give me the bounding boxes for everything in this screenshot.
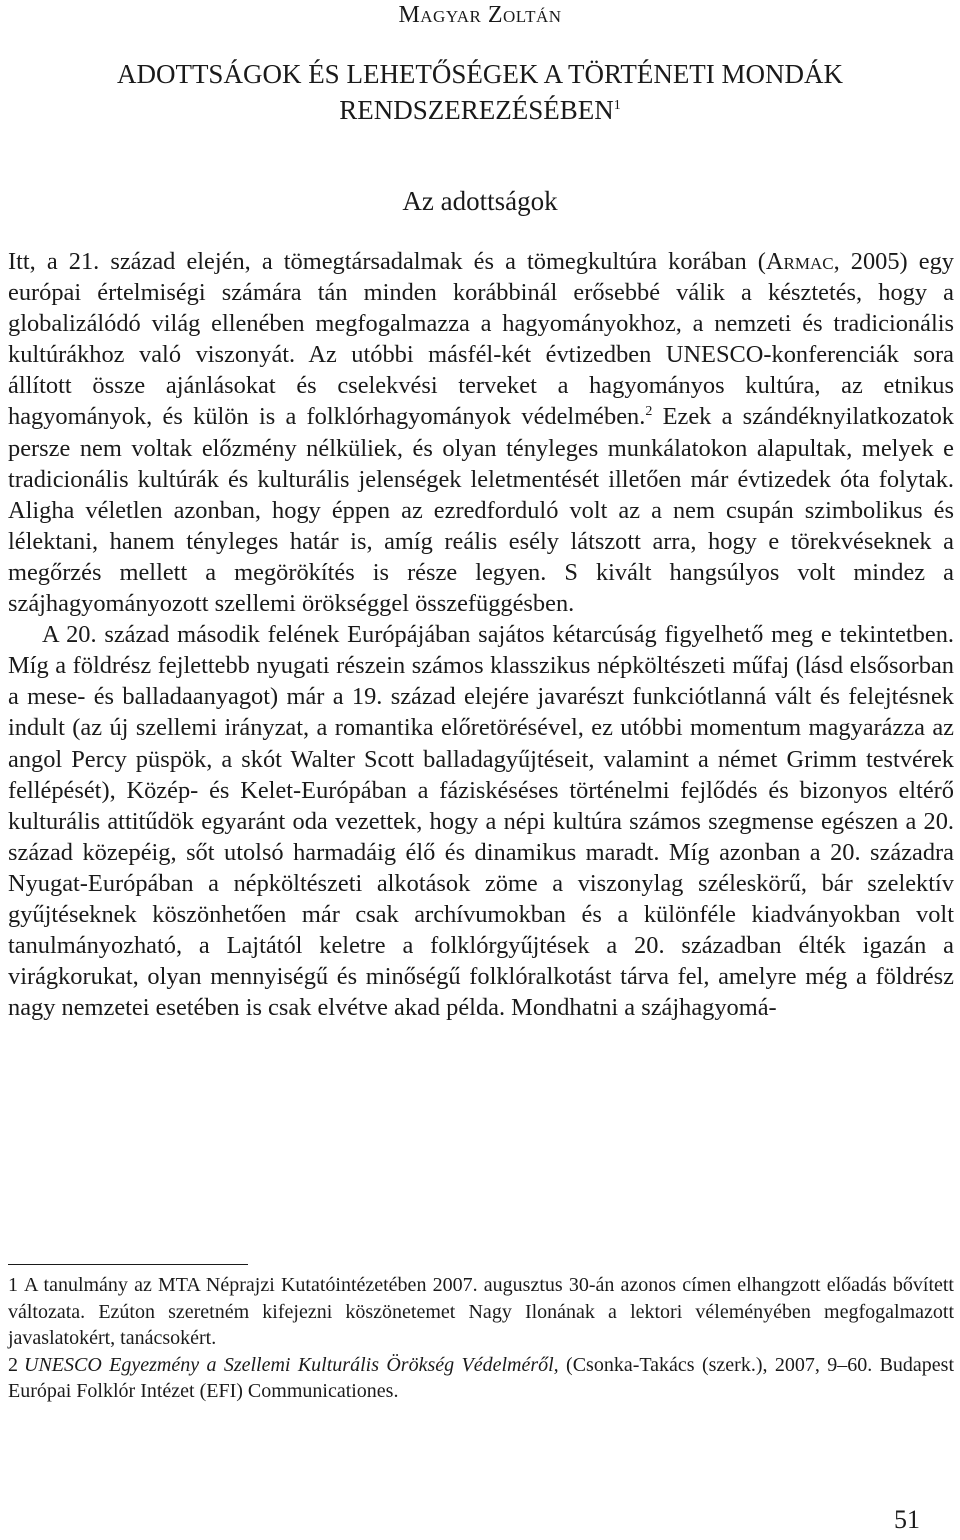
footnote-2-number: 2 <box>8 1353 18 1376</box>
paragraph-2: A 20. század második felének Európájában sajátos kétarcúság figyelhető meg e tekintetben. Míg a földrész fejlettebb nyugati részein számos klasszikus népköltészeti műfaj (lásd elsősorban a mese- és balladaanyagot) már a 19. század elejére javarészt funkciótlanná vált és felejtésnek indult (az új szellemi irányzat, a romantika előretörésével, ez utóbbi momentum magyarázza az angol Percy püspök, a skót Walter Scott balladagyűjtéseit, valamint a német Grimm testvérek fellépését), Közép- és Kelet-Európában a fáziskéséses történelmi fejlődés és bizonyos eltérő kulturális attitűdök egyaránt oda vezettek, hogy a népi kultúra számos szegmense egészen a 20. század közepéig, sőt utolsó harmadáig élő és dinamikus maradt. Míg azonban a 20. századra Nyugat-Európában a népköltészeti alkotások zöme a viszonylag széleskörű, bár szelektív gyűjtéseknek köszönhetően már csak archívumokban és a különféle kiadványokban volt tanulmányozható, a Lajtától keletre a folklórgyűjtések a 20. században élték igazán a virágkorukat, olyan mennyiségű és minőségű folklóralkotást tárva fel, amelyre még a földrész nagy nemzetei esetében is csak elvétve akad példa. Mondhatni a szájhagyomá- <box>8 621 954 1022</box>
footnotes <box>8 1272 954 1405</box>
paragraph-1 <box>8 246 954 619</box>
article-title-text: ADOTTSÁGOK ÉS LEHETŐSÉGEK A TÖRTÉNETI MONDÁK RENDSZEREZÉSÉBEN <box>116 59 844 125</box>
citation-author: Armac <box>765 248 834 275</box>
footnote-2 <box>8 1352 954 1405</box>
page-number: 51 <box>894 1505 920 1534</box>
section-heading: Az adottságok <box>402 186 558 216</box>
footnote-1-text: A tanulmány az MTA Néprajzi Kutatóintézetében 2007. augusztus 30-án azonos címen elhangzott előadás bővített változata. Ezúton szeretném kifejezni köszönetemet Nagy Ilonának a lektori véleményében megfogalmazott javaslatokért, tanácsokért. <box>8 1274 954 1349</box>
body-text <box>8 246 954 1023</box>
footnote-2-title: UNESCO Egyezmény a Szellemi Kulturális Örökség Védelméről, <box>24 1353 559 1376</box>
author-name: Magyar Zoltán <box>398 2 562 28</box>
article-title <box>60 58 900 126</box>
footnote-1-number: 1 <box>8 1274 18 1296</box>
footnote-2-text: (Csonka-Takács (szerk.), 2007, 9–60. Budapest Európai Folklór Intézet (EFI) Communicationes. <box>8 1353 955 1402</box>
paragraph-1-part-a: Itt, a 21. század elején, a tömegtársadalmak és a tömegkultúra korában ( <box>8 248 766 275</box>
footnote-separator <box>8 1264 248 1265</box>
footnote-1 <box>8 1272 954 1352</box>
title-footnote-marker[interactable]: 1 <box>613 98 621 113</box>
paragraph-1-part-c: Ezek a szándéknyilatkozatok persze nem voltak előzmény nélküliek, és olyan tényleges munkálatokon alapultak, melyek e tradicionális kultúrák és kulturális jelenségek leletmentését illetően már évtizedek óta folytak. Aligha véletlen azonban, hogy éppen az ezredforduló volt az a nem csupán szimbolikus és lélektani, hanem tényleges határ is, amíg reális esély látszott arra, hogy e törekvéseknek a megőrzés mellett a megörökítés is része legyen. S kivált hangsúlyos volt mindez a szájhagyományozott szellemi örökséggel összefüggésben. <box>8 403 954 618</box>
footnote-2-marker[interactable]: 2 <box>645 404 653 420</box>
paragraph-1-part-b: , 2005) egy európai értelmiségi számára tán minden korábbinál erősebbé válik a késztetés, hogy a globalizálódó világ ellenében megfogalmazza a hagyományokhoz, a nemzeti és tradicionális kultúrákhoz való viszonyát. Az utóbbi másfél-két évtizedben UNESCO-konferenciák sora állított össze ajánlásokat és cselekvési terveket a hagyományos kultúra, az etnikus hagyományok, és külön is a folklórhagyományok védelmében. <box>8 248 954 431</box>
